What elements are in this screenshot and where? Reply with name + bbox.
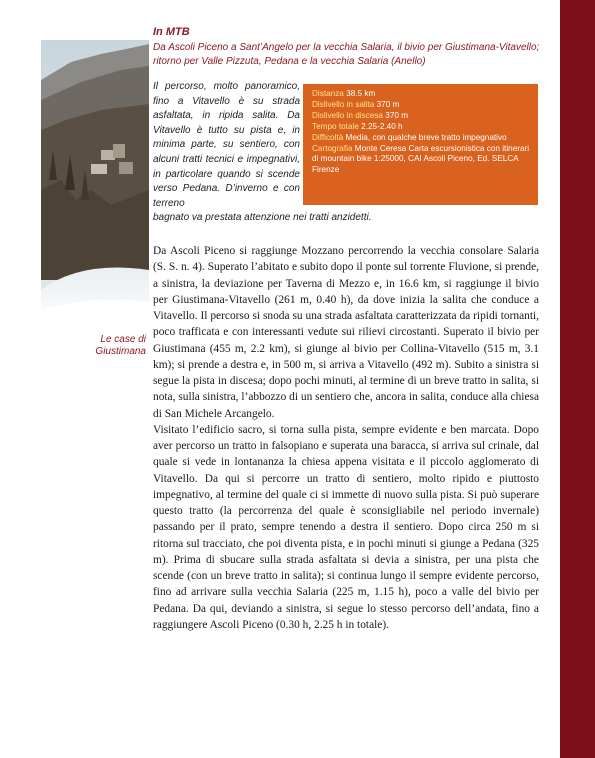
route-description <box>153 243 539 633</box>
route-info-box <box>303 84 538 205</box>
body-paragraph: Da Ascoli Piceno si raggiunge Mozzano percorrendo la vecchia consolare Salaria (S. S. n. 4). Superato l’abitato e subito dopo il ponte sul torrente Fluvione, si prende, a sinistra, la deviazione per Taverna di Mezzo e, in 16.6 km, si raggiunge il bivio per Giustimana-Vitavello (261 m, 0.40 h), da dove inizia la salita che conduce a Vitavello. Il percorso si snoda su una strada asfaltata caratterizzata da ripidi tornanti, poco trafficata e con interessanti vedute sui rilievi circostanti. Superato il bivio per Giustimana (455 m, 2.2 km), si giunge al bivio per Collina-Vitavello (515 m, 3.1 km); si prende a destra e, in 500 m, si arriva a Vitavello (492 m). Subito a sinistra si segue la pista in discesa; dopo pochi minuti, al termine di un breve tratto in salita, si nota, sulla sinistra, l’abbozzo di un sentiero che, ancora in salita, conduce alla chiesa di San Michele Arcangelo. <box>153 245 539 420</box>
info-total-time: Tempo totale 2.25-2.40 h <box>312 121 403 131</box>
route-title: Da Ascoli Piceno a Sant’Angelo per la vecchia Salaria, il bivio per Giustimana-Vitavello; ritorno per Valle Pizzuta, Pedana e la vecchia Salaria (Anello) <box>153 42 540 67</box>
section-title: In MTB <box>153 26 190 38</box>
info-ascent: Dislivello in salita 370 m <box>312 99 400 109</box>
photo-giustimana <box>41 40 149 330</box>
info-cartography: Cartografia Monte Ceresa Carta escursionistica con itinerari di mountain bike 1:25000, CAI Ascoli Piceno, Ed. SELCA Firenze <box>312 143 530 175</box>
body-paragraph: Visitato l’edificio sacro, si torna sulla pista, sempre evidente e ben marcata. Dopo aver percorso un tratto in falsopiano e superata una baracca, si arriva sul crinale, dal quale si vede in lontananza la chiesa appena visitata e il piccolo agglomerato di Vitavello. Da qui si percorre un tratto di sentiero, molto ripido e piuttosto impegnativo, al termine del quale ci si immette di nuovo sulla pista. Si può superare questo tratto (la percorrenza del quale è sconsigliabile nel periodo invernale) passando per il prato, sempre tenendo a destra il sentiero. Dopo circa 250 m si ritorna sul tracciato, che poi diventa pista, e in pochi minuti si giunge a Pedana (325 m). Prima di sbucare sulla strada asfaltata si devia a sinistra, per una pista che scende (con un breve tratto in salita); si continua lungo il sempre evidente percorso, fino ad arrivare sulla vecchia Salaria (225 m, 1.15 h), poco a valle del bivio per Pedana. Da qui, deviando a sinistra, si segue lo stesso percorso dell’andata, fino a raggiungere Ascoli Piceno (0.30 h, 2.25 h in totale). <box>153 423 539 631</box>
intro-text-end: bagnato va prestata attenzione nei tratti anzidetti. <box>153 212 372 223</box>
intro-text: Il percorso, molto panoramico, fino a Vitavello è su strada asfaltata, in ripida salita. Da Vitavello è tutto su pista e, in minima parte, su sentiero, con alcuni tratti tecnici e impegnativi, in particolare quando si scende verso Pedana. D’inverno e con terreno <box>153 81 300 209</box>
info-distance: Distanza 38.5 km <box>312 89 376 98</box>
photo-caption: Le case di Giustimana <box>95 334 146 357</box>
page-edge-bar <box>560 0 595 758</box>
info-difficulty: Difficoltà Media, con qualche breve tratto impegnativo <box>312 132 507 142</box>
info-descent: Dislivello in discesa 370 m <box>312 110 409 120</box>
